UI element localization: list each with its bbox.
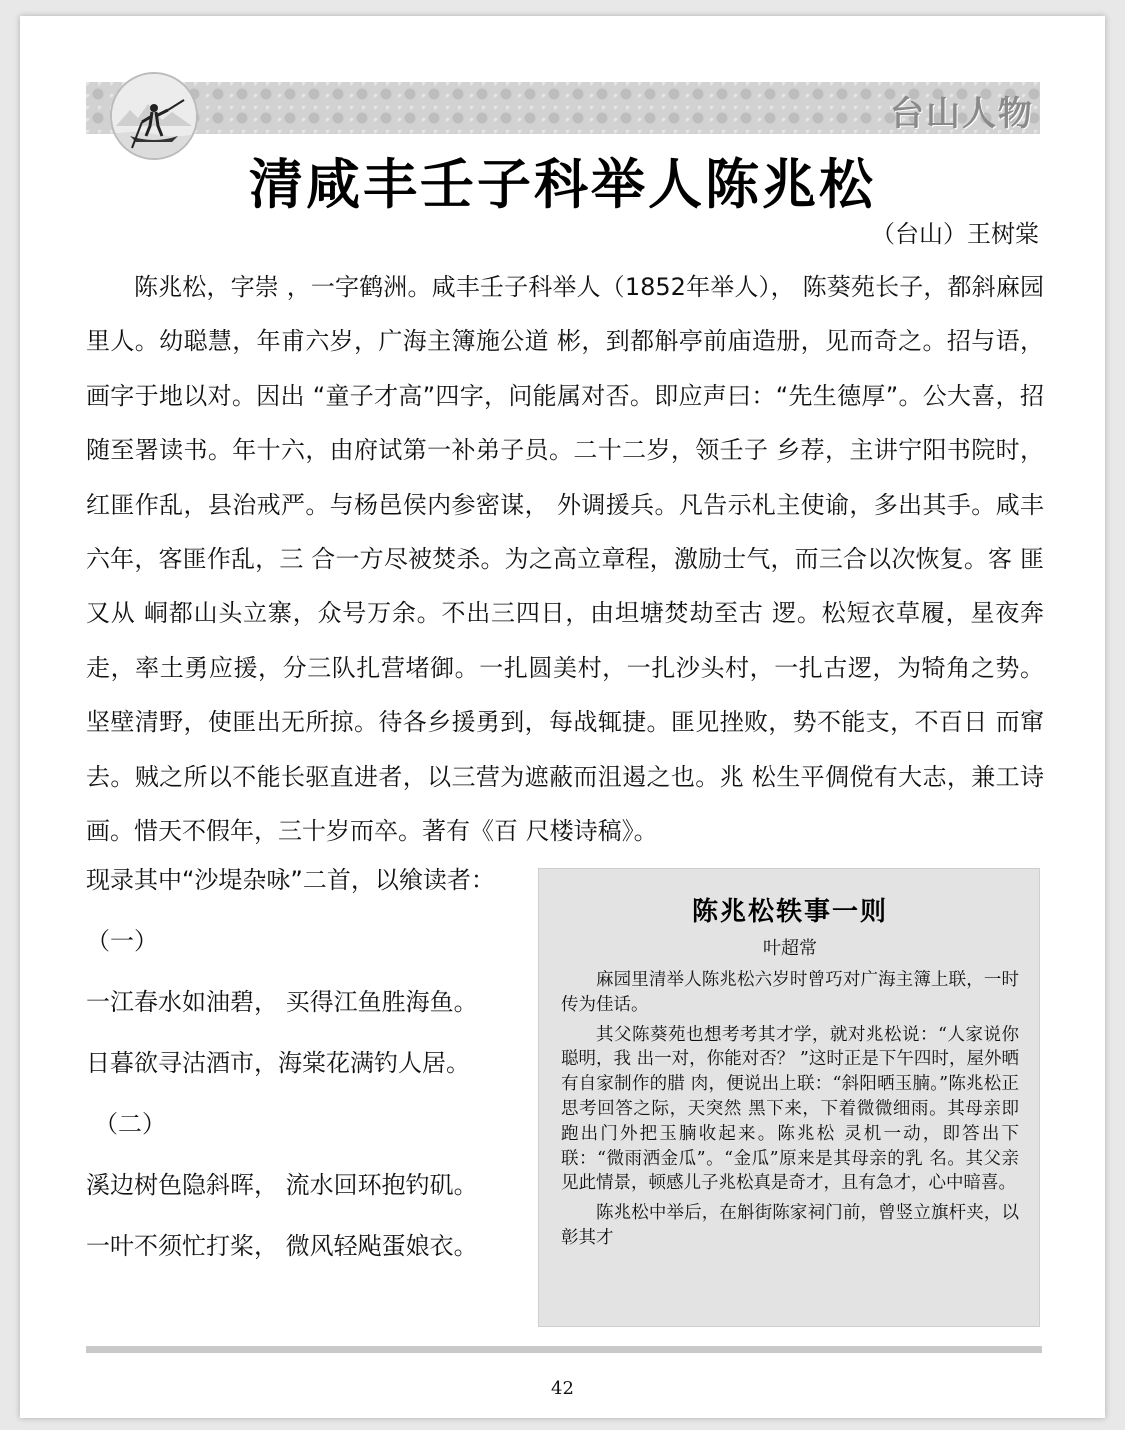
poem-one-line: 日暮欲寻沽酒市，海棠花满钓人居。 — [86, 1049, 470, 1077]
article-body — [86, 260, 1044, 858]
footer-divider — [86, 1346, 1042, 1353]
poem-two-line: 一叶不须忙打桨， 微风轻飐蛋娘衣。 — [86, 1232, 478, 1260]
poems-section — [86, 850, 495, 1277]
poem-one-label: （一） — [86, 927, 158, 955]
poem-two-line: 溪边树色隐斜晖， 流水回环抱钓矶。 — [86, 1171, 478, 1199]
sidebar-paragraph: 麻园里清举人陈兆松六岁时曾巧对广海主簿上联，一时传为佳话。 — [561, 970, 1019, 1015]
poem-two-label: （二） — [94, 1110, 166, 1138]
header-banner — [86, 82, 1040, 134]
page-number: 42 — [551, 1378, 574, 1399]
article-title: 清咸丰壬子科举人陈兆松 — [249, 152, 876, 216]
poem-one-line: 一江春水如油碧， 买得江鱼胜海鱼。 — [86, 988, 478, 1016]
poems-intro: 现录其中“沙堤杂咏”二首，以飨读者： — [86, 866, 495, 894]
sidebar-title: 陈兆松轶事一则 — [691, 897, 888, 927]
sidebar-author: 叶超常 — [763, 938, 817, 959]
article-author: （台山）王树棠 — [871, 220, 1039, 248]
body-paragraph: 陈兆松，字崇 ，一字鹤洲。咸丰壬子科举人（1852年举人）， 陈葵苑长子，都斜麻园里人。幼聪慧，年甫六岁，广海主簿施公道 彬，到都斛亭前庙造册，见而奇之。招与语，画字于地以对。因出 “童子才高”四字，问能属对否。即应声曰：“先生德厚”。公大喜，招随至署读书。年十六，由府试第一补弟子员。二十二岁，领壬子 乡荐，主讲宁阳书院时，红匪作乱，县治戒严。与杨邑侯内参密谋， 外调援兵。凡告示札主使谕，多出其手。咸丰六年，客匪作乱，三 合一方尽被焚杀。为之高立章程，激励士气，而三合以次恢复。客 匪又从 峒都山头立寨，众号万余。不出三四日，由坦塘焚劫至古 逻。松短衣草履，星夜奔走，率土勇应援，分三队扎营堵御。一扎圆美村，一扎沙头村，一扎古逻，为犄角之势。坚壁清野，使匪出无所掠。待各乡援勇到，每战辄捷。匪见挫败，势不能支，不百日 而窜去。贼之所以不能长驱直进者，以三营为遮蔽而沮遏之也。兆 松生平倜傥有大志，兼工诗画。惜天不假年，三十岁而卒。著有《百 尺楼诗稿》。 — [86, 273, 1044, 846]
sidebar-paragraph: 陈兆松中举后，在斛街陈家祠门前，曾竖立旗杆夹，以彰其才 — [561, 1203, 1019, 1248]
magazine-page — [20, 16, 1105, 1418]
section-label: 台山人物 — [890, 94, 1034, 134]
anecdote-sidebar — [538, 868, 1040, 1327]
sidebar-paragraph: 其父陈葵苑也想考考其才学，就对兆松说：“人家说你聪明，我 出一对，你能对否？ ”这时正是下午四时，屋外晒有自家制作的腊 肉，便说出上联：“斜阳晒玉腩。”陈兆松正思考回答之际，天突然 黑下来，下着微微细雨。其母亲即跑出门外把玉腩收起来。陈兆松 灵机一动，即答出下联：“微雨洒金瓜”。“金瓜”原来是其母亲的乳 名。其父亲见此情景，顿感儿子兆松真是奇才，且有急才，心中暗喜。 — [561, 1024, 1019, 1194]
